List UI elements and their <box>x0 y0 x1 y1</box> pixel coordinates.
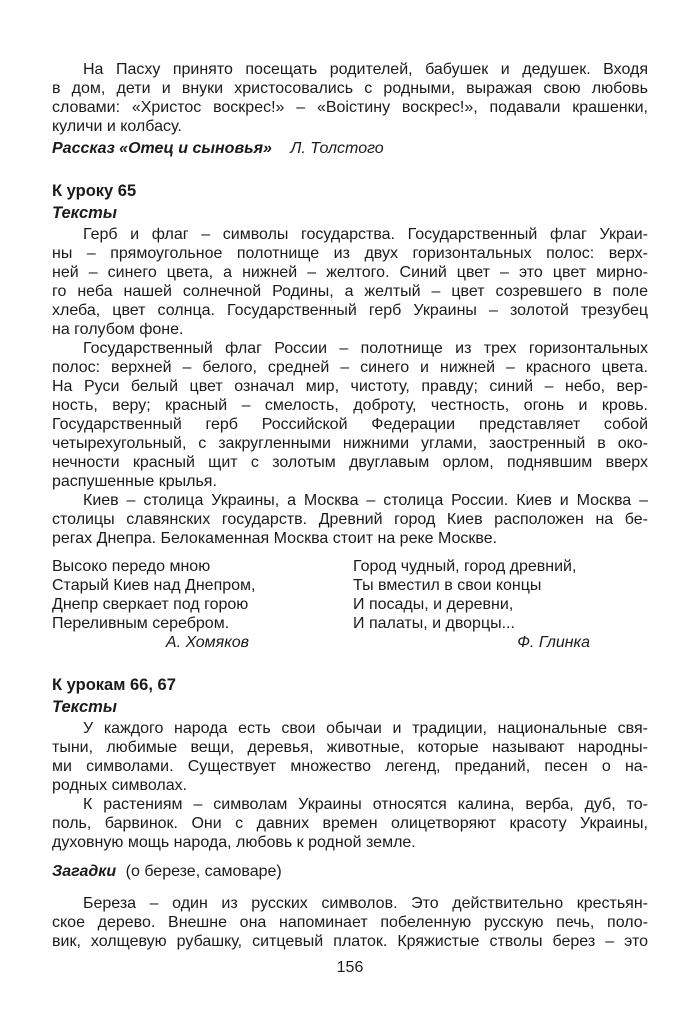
text-line: тыни, любимые вещи, деревья, животные, которые называют народны- <box>52 739 648 756</box>
lessons-66-67-section <box>52 676 648 951</box>
riddles-label-line <box>52 862 648 881</box>
poem-khomyakov <box>52 557 353 652</box>
birch-paragraph <box>52 894 648 951</box>
text-line: распушенные крылья. <box>52 473 217 490</box>
text-line: И палаты, и дворцы... <box>353 615 515 632</box>
lesson-65-heading: К уроку 65 <box>52 182 137 200</box>
text-line: столицы славянских государств. Древний город Киев расположен на бе- <box>52 511 648 528</box>
text-line: куличи и колбасу. <box>52 118 182 135</box>
easter-paragraph <box>52 60 648 136</box>
text-line: Государственный герб Российской Федерации представляет собой <box>52 416 648 433</box>
text-line: ность, веру; красный – смелость, доброту, честность, огонь и кровь. <box>52 397 648 414</box>
text-line: го неба нашей солнечной Родины, а желтый – цвет созревшего в поле <box>52 283 648 300</box>
text-line: Переливным серебром. <box>52 615 230 632</box>
lesson-65-section <box>52 182 648 652</box>
text-line: ней – синего цвета, а нижней – желтого. Синий цвет – это цвет мирно- <box>52 264 648 281</box>
text-line: Ты вместил в свои концы <box>353 577 542 594</box>
text-line: поль, барвинок. Они с давних времен олицетворяют красоту Украины, <box>52 815 648 832</box>
text-line: в дом, дети и внуки христосовались с родными, выражая свою любовь <box>52 80 648 97</box>
story-title: Рассказ «Отец и сыновья» <box>52 140 272 157</box>
text-line: ское дерево. Внешне она напоминает побеленную русскую печь, поло- <box>52 914 648 931</box>
text-line: Герб и флаг – символы государства. Государственный флаг Украи- <box>83 226 648 243</box>
intro-section <box>52 60 648 158</box>
text-line: И посады, и деревни, <box>353 596 514 613</box>
text-line: родных символах. <box>52 777 188 794</box>
folk-symbols-paragraph <box>52 719 648 795</box>
text-line: хлеба, цвет солнца. Государственный герб Украины – золотой трезубец <box>52 302 648 319</box>
text-line: вик, холщевую рубашку, ситцевый платок. Кряжистые стволы берез – это <box>52 933 648 950</box>
plants-symbols-paragraph <box>52 795 648 852</box>
lessons-66-67-subheading: Тексты <box>52 698 117 716</box>
text-line: ми символами. Существует множество легенд, преданий, песен о на- <box>52 758 648 775</box>
text-line: У каждого народа есть свои обычаи и традиции, национальные свя- <box>83 720 648 737</box>
poem-khomyakov-lines <box>52 557 353 633</box>
poems-row <box>52 557 648 652</box>
text-line: на голубом фоне. <box>52 321 184 338</box>
capitals-paragraph <box>52 491 648 548</box>
story-author: Л. Толстого <box>290 140 384 157</box>
poem-glinka-author: Ф. Глинка <box>517 634 590 651</box>
text-line: регах Днепра. Белокаменная Москва стоит на реке Москве. <box>52 530 498 547</box>
text-line: Старый Киев над Днепром, <box>52 577 256 594</box>
text-line: духовную мощь народа, любовь к родной земле. <box>52 834 416 851</box>
text-line: К растениям – символам Украины относятся калина, верба, дуб, то- <box>83 796 648 813</box>
lesson-65-subheading: Тексты <box>52 204 117 222</box>
story-reference-line <box>52 139 648 158</box>
poem-glinka-lines <box>353 557 648 633</box>
text-line: На Руси белый цвет означал мир, чистоту, правду; синий – небо, вер- <box>52 378 648 395</box>
text-line: нечности красный щит с золотым двуглавым орлом, поднявшим вверх <box>52 454 648 471</box>
lessons-66-67-heading: К урокам 66, 67 <box>52 676 176 694</box>
text-line: Высоко передо мною <box>52 558 211 575</box>
text-line: Киев – столица Украины, а Москва – столица России. Киев и Москва – <box>83 492 648 509</box>
text-line: Днепр сверкает под горою <box>52 596 249 613</box>
riddles-note: (о березе, самоваре) <box>125 863 282 880</box>
text-line: словами: «Христос воскрес!» – «Воістину воскрес!», подавали крашенки, <box>52 99 648 116</box>
poem-glinka <box>353 557 648 652</box>
text-line: На Пасху принято посещать родителей, бабушек и дедушек. Входя <box>83 61 648 78</box>
riddles-label: Загадки <box>52 863 117 880</box>
ukraine-flag-paragraph <box>52 225 648 339</box>
text-line: Береза – один из русских символов. Это действительно крестьян- <box>83 895 648 912</box>
russia-flag-paragraph <box>52 339 648 491</box>
text-line: четырехугольный, с закругленными нижними углами, заостренный в око- <box>52 435 648 452</box>
text-line: Государственный флаг России – полотнище из трех горизонтальных <box>83 340 648 357</box>
text-line: ны – прямоугольное полотнище из двух горизонтальных полос: верх- <box>52 245 648 262</box>
text-line: Город чудный, город древний, <box>353 558 577 575</box>
text-line: полос: верхней – белого, средней – синего и нижней – красного цвета. <box>52 359 648 376</box>
page-number: 156 <box>336 959 364 976</box>
poem-khomyakov-author: А. Хомяков <box>165 634 249 651</box>
